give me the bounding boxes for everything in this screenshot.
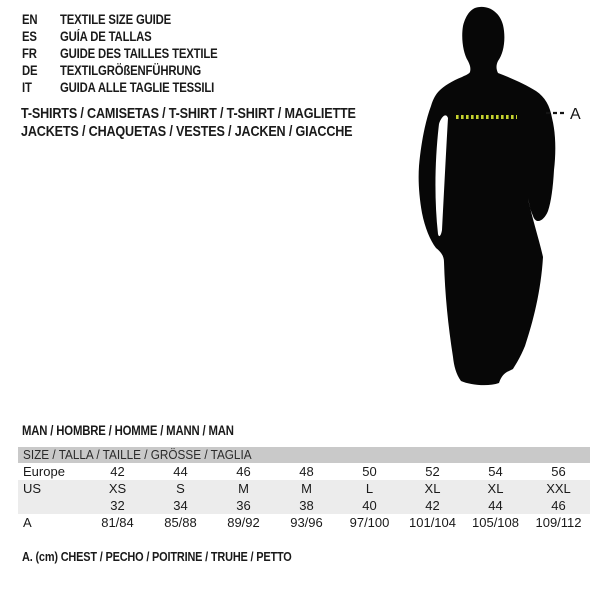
language-code: EN <box>22 12 38 27</box>
language-code: ES <box>22 29 37 44</box>
cell: 36 <box>236 498 251 513</box>
cell: M <box>238 481 249 496</box>
language-code: FR <box>22 46 37 61</box>
category-line-tshirts: T-SHIRTS / CAMISETAS / T-SHIRT / T-SHIRT / MAGLIETTE <box>21 105 356 122</box>
cell: 85/88 <box>164 515 197 530</box>
cell: 97/100 <box>349 515 390 530</box>
table-row-chest-a <box>18 514 590 531</box>
cell: 46 <box>236 464 251 479</box>
cell: XL <box>424 481 441 496</box>
language-code: IT <box>22 80 32 95</box>
table-row-europe <box>18 463 590 480</box>
size-table-header: SIZE / TALLA / TAILLE / GRÖSSE / TAGLIA <box>18 447 590 463</box>
row-label: A <box>23 515 32 530</box>
cell: 54 <box>488 464 503 479</box>
language-code: DE <box>22 63 38 78</box>
cell: 38 <box>299 498 314 513</box>
cell: 52 <box>425 464 440 479</box>
man-silhouette-shape <box>419 7 556 385</box>
cell: 32 <box>110 498 125 513</box>
size-table <box>18 447 590 531</box>
cell: XL <box>487 481 504 496</box>
language-label: GUÍA DE TALLAS <box>60 29 152 44</box>
cell: M <box>301 481 312 496</box>
cell: 93/96 <box>290 515 323 530</box>
language-label: GUIDE DES TAILLES TEXTILE <box>60 46 218 61</box>
cell: 56 <box>551 464 566 479</box>
cell: XXL <box>546 481 571 496</box>
cell: 42 <box>425 498 440 513</box>
cell: 105/108 <box>472 515 519 530</box>
category-line-jackets: JACKETS / CHAQUETAS / VESTES / JACKEN / GIACCHE <box>21 123 353 140</box>
language-label: GUIDA ALLE TAGLIE TESSILI <box>60 80 215 95</box>
cell: 109/112 <box>535 515 582 530</box>
measurement-footnote: A. (cm) CHEST / PECHO / POITRINE / TRUHE / PETTO <box>22 549 292 564</box>
cell: 50 <box>362 464 377 479</box>
cell: 89/92 <box>227 515 260 530</box>
language-label: TEXTILGRÖßENFÜHRUNG <box>60 63 202 78</box>
cell: 81/84 <box>101 515 134 530</box>
row-label: Europe <box>23 464 65 479</box>
cell: 46 <box>551 498 566 513</box>
table-row-us-numeric <box>18 497 590 514</box>
cell: 48 <box>299 464 314 479</box>
cell: S <box>176 481 185 496</box>
cell: 44 <box>488 498 503 513</box>
cell: 101/104 <box>409 515 456 530</box>
cell: 40 <box>362 498 377 513</box>
section-title-man: MAN / HOMBRE / HOMME / MANN / MAN <box>22 423 234 438</box>
cell: 42 <box>110 464 125 479</box>
cell: L <box>365 481 374 496</box>
cell: XS <box>108 481 127 496</box>
cell: 44 <box>173 464 188 479</box>
language-label: TEXTILE SIZE GUIDE <box>60 12 172 27</box>
row-label: US <box>23 481 42 496</box>
cell: 34 <box>173 498 188 513</box>
measure-label-a: A <box>570 106 581 123</box>
table-row-us <box>18 480 590 497</box>
